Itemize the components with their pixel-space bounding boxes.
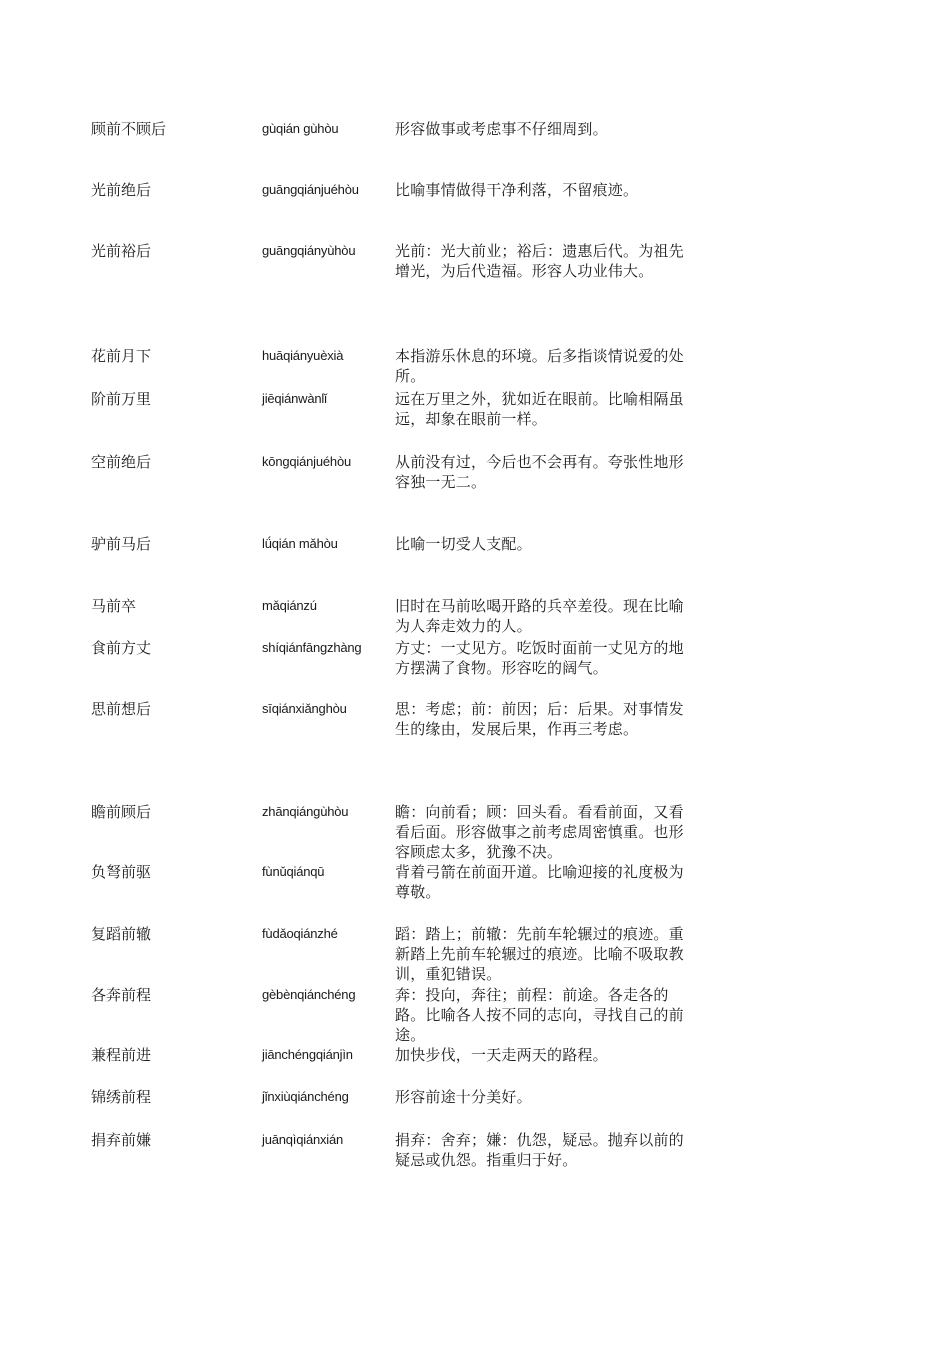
idiom-pinyin: huāqiányuèxià [262, 348, 344, 363]
idiom-word: 光前绝后 [91, 181, 152, 199]
idiom-meaning: 比喻事情做得干净利落，不留痕迹。 [395, 181, 639, 199]
idiom-pinyin: lǘqián mǎhòu [262, 536, 338, 551]
idiom-pinyin: mǎqiánzú [262, 598, 317, 613]
idiom-word: 光前裕后 [91, 242, 152, 260]
idiom-meaning: 奔：投向，奔往；前程：前途。各走各的路。比喻各人按不同的志向，寻找自己的前途。 [395, 986, 684, 1044]
idiom-word: 驴前马后 [91, 535, 152, 553]
idiom-word: 兼程前进 [91, 1046, 152, 1064]
idiom-meaning: 形容前途十分美好。 [395, 1088, 532, 1106]
idiom-pinyin: guāngqiányùhòu [262, 243, 356, 258]
idiom-word: 食前方丈 [91, 639, 152, 657]
idiom-pinyin: fùdǎoqiánzhé [262, 926, 338, 941]
idiom-pinyin: shíqiánfāngzhàng [262, 640, 362, 655]
idiom-pinyin: sīqiánxiǎnghòu [262, 701, 347, 716]
idiom-word: 思前想后 [91, 700, 152, 718]
idiom-meaning: 背着弓箭在前面开道。比喻迎接的礼度极为尊敬。 [395, 863, 684, 901]
idiom-meaning: 比喻一切受人支配。 [395, 535, 532, 553]
idiom-meaning: 远在万里之外，犹如近在眼前。比喻相隔虽远，却象在眼前一样。 [395, 390, 684, 428]
idiom-word: 阶前万里 [91, 390, 152, 408]
idiom-word: 各奔前程 [91, 986, 152, 1004]
idiom-meaning: 形容做事或考虑事不仔细周到。 [395, 120, 608, 138]
idiom-pinyin: gùqián gùhòu [262, 121, 339, 136]
idiom-word: 复蹈前辙 [91, 925, 152, 943]
idiom-meaning: 本指游乐休息的环境。后多指谈情说爱的处所。 [395, 347, 684, 385]
idiom-word: 马前卒 [91, 597, 137, 615]
idiom-pinyin: juānqìqiánxián [262, 1132, 344, 1147]
idiom-word: 瞻前顾后 [91, 803, 152, 821]
idiom-meaning: 光前：光大前业；裕后：遗惠后代。为祖先增光，为后代造福。形容人功业伟大。 [395, 242, 684, 280]
idiom-meaning: 瞻：向前看；顾：回头看。看看前面，又看看后面。形容做事之前考虑周密慎重。也形容顾虑太多，犹豫不决。 [395, 803, 684, 861]
idiom-pinyin: gèbènqiánchéng [262, 987, 356, 1002]
idiom-pinyin: jiānchéngqiánjìn [262, 1047, 353, 1062]
idiom-word: 顾前不顾后 [91, 120, 167, 138]
idiom-meaning: 方丈：一丈见方。吃饭时面前一丈见方的地方摆满了食物。形容吃的阔气。 [395, 639, 684, 677]
idiom-meaning: 捐弃：舍弃；嫌：仇怨，疑忌。抛弃以前的疑忌或仇怨。指重归于好。 [395, 1131, 684, 1169]
idiom-word: 空前绝后 [91, 453, 152, 471]
idiom-pinyin: fùnǔqiánqū [262, 864, 325, 879]
idiom-pinyin: jiēqiánwànlǐ [262, 391, 327, 406]
idiom-meaning: 从前没有过，今后也不会再有。夸张性地形容独一无二。 [395, 453, 684, 491]
idiom-pinyin: jǐnxiùqiánchéng [262, 1089, 349, 1104]
idiom-word: 花前月下 [91, 347, 152, 365]
idiom-pinyin: guāngqiánjuéhòu [262, 182, 359, 197]
idiom-word: 锦绣前程 [91, 1088, 152, 1106]
idiom-word: 负弩前驱 [91, 863, 152, 881]
idiom-meaning: 蹈：踏上；前辙：先前车轮辗过的痕迹。重新踏上先前车轮辗过的痕迹。比喻不吸取教训，重犯错误。 [395, 925, 684, 983]
idiom-pinyin: kōngqiánjuéhòu [262, 454, 352, 469]
idiom-meaning: 加快步伐，一天走两天的路程。 [395, 1046, 608, 1064]
idiom-pinyin: zhānqiángùhòu [262, 804, 349, 819]
idiom-meaning: 思：考虑；前：前因；后：后果。对事情发生的缘由，发展后果，作再三考虑。 [395, 700, 684, 738]
idiom-meaning: 旧时在马前吆喝开路的兵卒差役。现在比喻为人奔走效力的人。 [395, 597, 684, 635]
idiom-word: 捐弃前嫌 [91, 1131, 152, 1149]
